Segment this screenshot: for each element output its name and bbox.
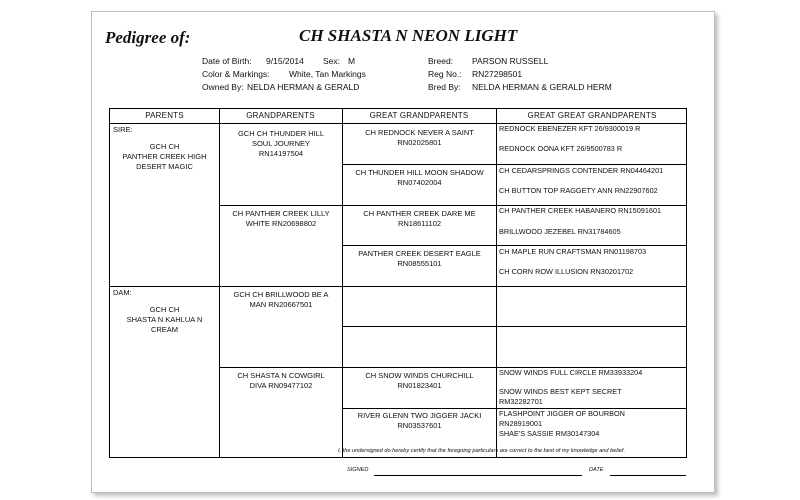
owned-value: NELDA HERMAN & GERALD — [247, 82, 360, 92]
dog-name-title: CH SHASTA N NEON LIGHT — [299, 26, 518, 45]
dob-label: Date of Birth: — [202, 56, 252, 66]
reg-value: RN27298501 — [472, 69, 523, 79]
great-great-grandparent-13: SNOW WINDS FULL CIRCLE RM33933204 — [499, 368, 643, 377]
divider — [219, 109, 220, 457]
grandparent-1: GCH CH THUNDER HILL SOUL JOURNEY RN14197504 — [237, 129, 325, 158]
great-great-grandparent-14: SNOW WINDS BEST KEPT SECRET RM32282701 — [499, 387, 622, 406]
great-great-grandparent-4: CH BUTTON TOP RAGGETY ANN RN22907602 — [499, 186, 658, 195]
breed-value: PARSON RUSSELL — [472, 56, 549, 66]
great-great-grandparent-3: CH CEDARSPRINGS CONTENDER RN04464201 — [499, 166, 664, 175]
great-great-grandparent-7: CH MAPLE RUN CRAFTSMAN RN01198703 — [499, 247, 647, 256]
col-head-great-grandparents: GREAT GRANDPARENTS — [369, 111, 469, 120]
great-great-grandparent-6: BRILLWOOD JEZEBEL RN31784605 — [499, 227, 621, 236]
color-label: Color & Markings: — [202, 69, 270, 79]
great-grandparent-4: PANTHER CREEK DESERT EAGLE RN08555101 — [358, 249, 481, 268]
divider — [110, 286, 686, 287]
signature-line — [374, 475, 582, 476]
great-grandparent-3: CH PANTHER CREEK DARE ME RN18611102 — [363, 209, 476, 228]
great-grandparent-1: CH REDNOCK NEVER A SAINT RN02025801 — [365, 128, 474, 147]
certification-text: I, the undersigned do hereby certify that the foregoing particulars are correct to the best of my knowledge and belief. — [338, 448, 626, 454]
dam-label: DAM: — [113, 288, 132, 297]
pedigree-label: Pedigree of: — [105, 28, 191, 47]
pedigree-sheet — [91, 11, 715, 493]
divider — [342, 245, 686, 246]
date-label: DATE — [589, 467, 604, 473]
great-great-grandparent-2: REDNOCK OONA KFT 26/9500783 R — [499, 144, 623, 153]
divider — [496, 109, 497, 457]
grandparent-3: GCH CH BRILLWOOD BE A MAN RN20667501 — [233, 290, 329, 309]
great-great-grandparent-15: FLASHPOINT JIGGER OF BOURBON RN28919001 — [499, 409, 625, 428]
great-great-grandparent-5: CH PANTHER CREEK HABANERO RN15091601 — [499, 206, 662, 215]
sex-label: Sex: — [323, 56, 341, 66]
col-head-grandparents: GRANDPARENTS — [246, 111, 315, 120]
col-head-great-great-grandparents: GREAT GREAT GRANDPARENTS — [527, 111, 657, 120]
grandparent-2: CH PANTHER CREEK LILLY WHITE RN20698802 — [232, 209, 330, 228]
great-great-grandparent-16: SHAE'S SASSIE RM30147304 — [499, 429, 600, 438]
sex-value: M — [348, 56, 356, 66]
great-great-grandparent-1: REDNOCK EBENEZER KFT 26/9300019 R — [499, 124, 641, 133]
sire-label: SIRE: — [113, 125, 133, 134]
grandparent-4: CH SHASTA N COWGIRL DIVA RN09477102 — [237, 371, 325, 390]
color-value: White, Tan Markings — [289, 69, 366, 79]
bred-label: Bred By: — [428, 82, 461, 92]
breed-label: Breed: — [428, 56, 454, 66]
col-head-parents: PARENTS — [145, 111, 184, 120]
divider — [342, 109, 343, 457]
reg-label: Reg No.: — [428, 69, 462, 79]
signed-label: SIGNED — [347, 467, 369, 473]
pedigree-grid — [109, 108, 687, 458]
sire-name: GCH CH PANTHER CREEK HIGH DESERT MAGIC — [122, 142, 207, 171]
divider — [342, 164, 686, 165]
bred-value: NELDA HERMAN & GERALD HERM — [472, 82, 612, 92]
great-grandparent-7: CH SNOW WINDS CHURCHILL RN01823401 — [365, 371, 474, 390]
owned-label: Owned By: — [202, 82, 244, 92]
great-great-grandparent-8: CH CORN ROW ILLUSION RN30201702 — [499, 267, 634, 276]
great-grandparent-2: CH THUNDER HILL MOON SHADOW RN07402004 — [355, 168, 484, 187]
great-grandparent-8: RIVER GLENN TWO JIGGER JACKI RN03537601 — [357, 411, 482, 430]
date-line — [610, 475, 686, 476]
divider — [342, 326, 686, 327]
dam-name: GCH CH SHASTA N KAHLUA N CREAM — [126, 305, 203, 334]
dob-value: 9/15/2014 — [266, 56, 304, 66]
